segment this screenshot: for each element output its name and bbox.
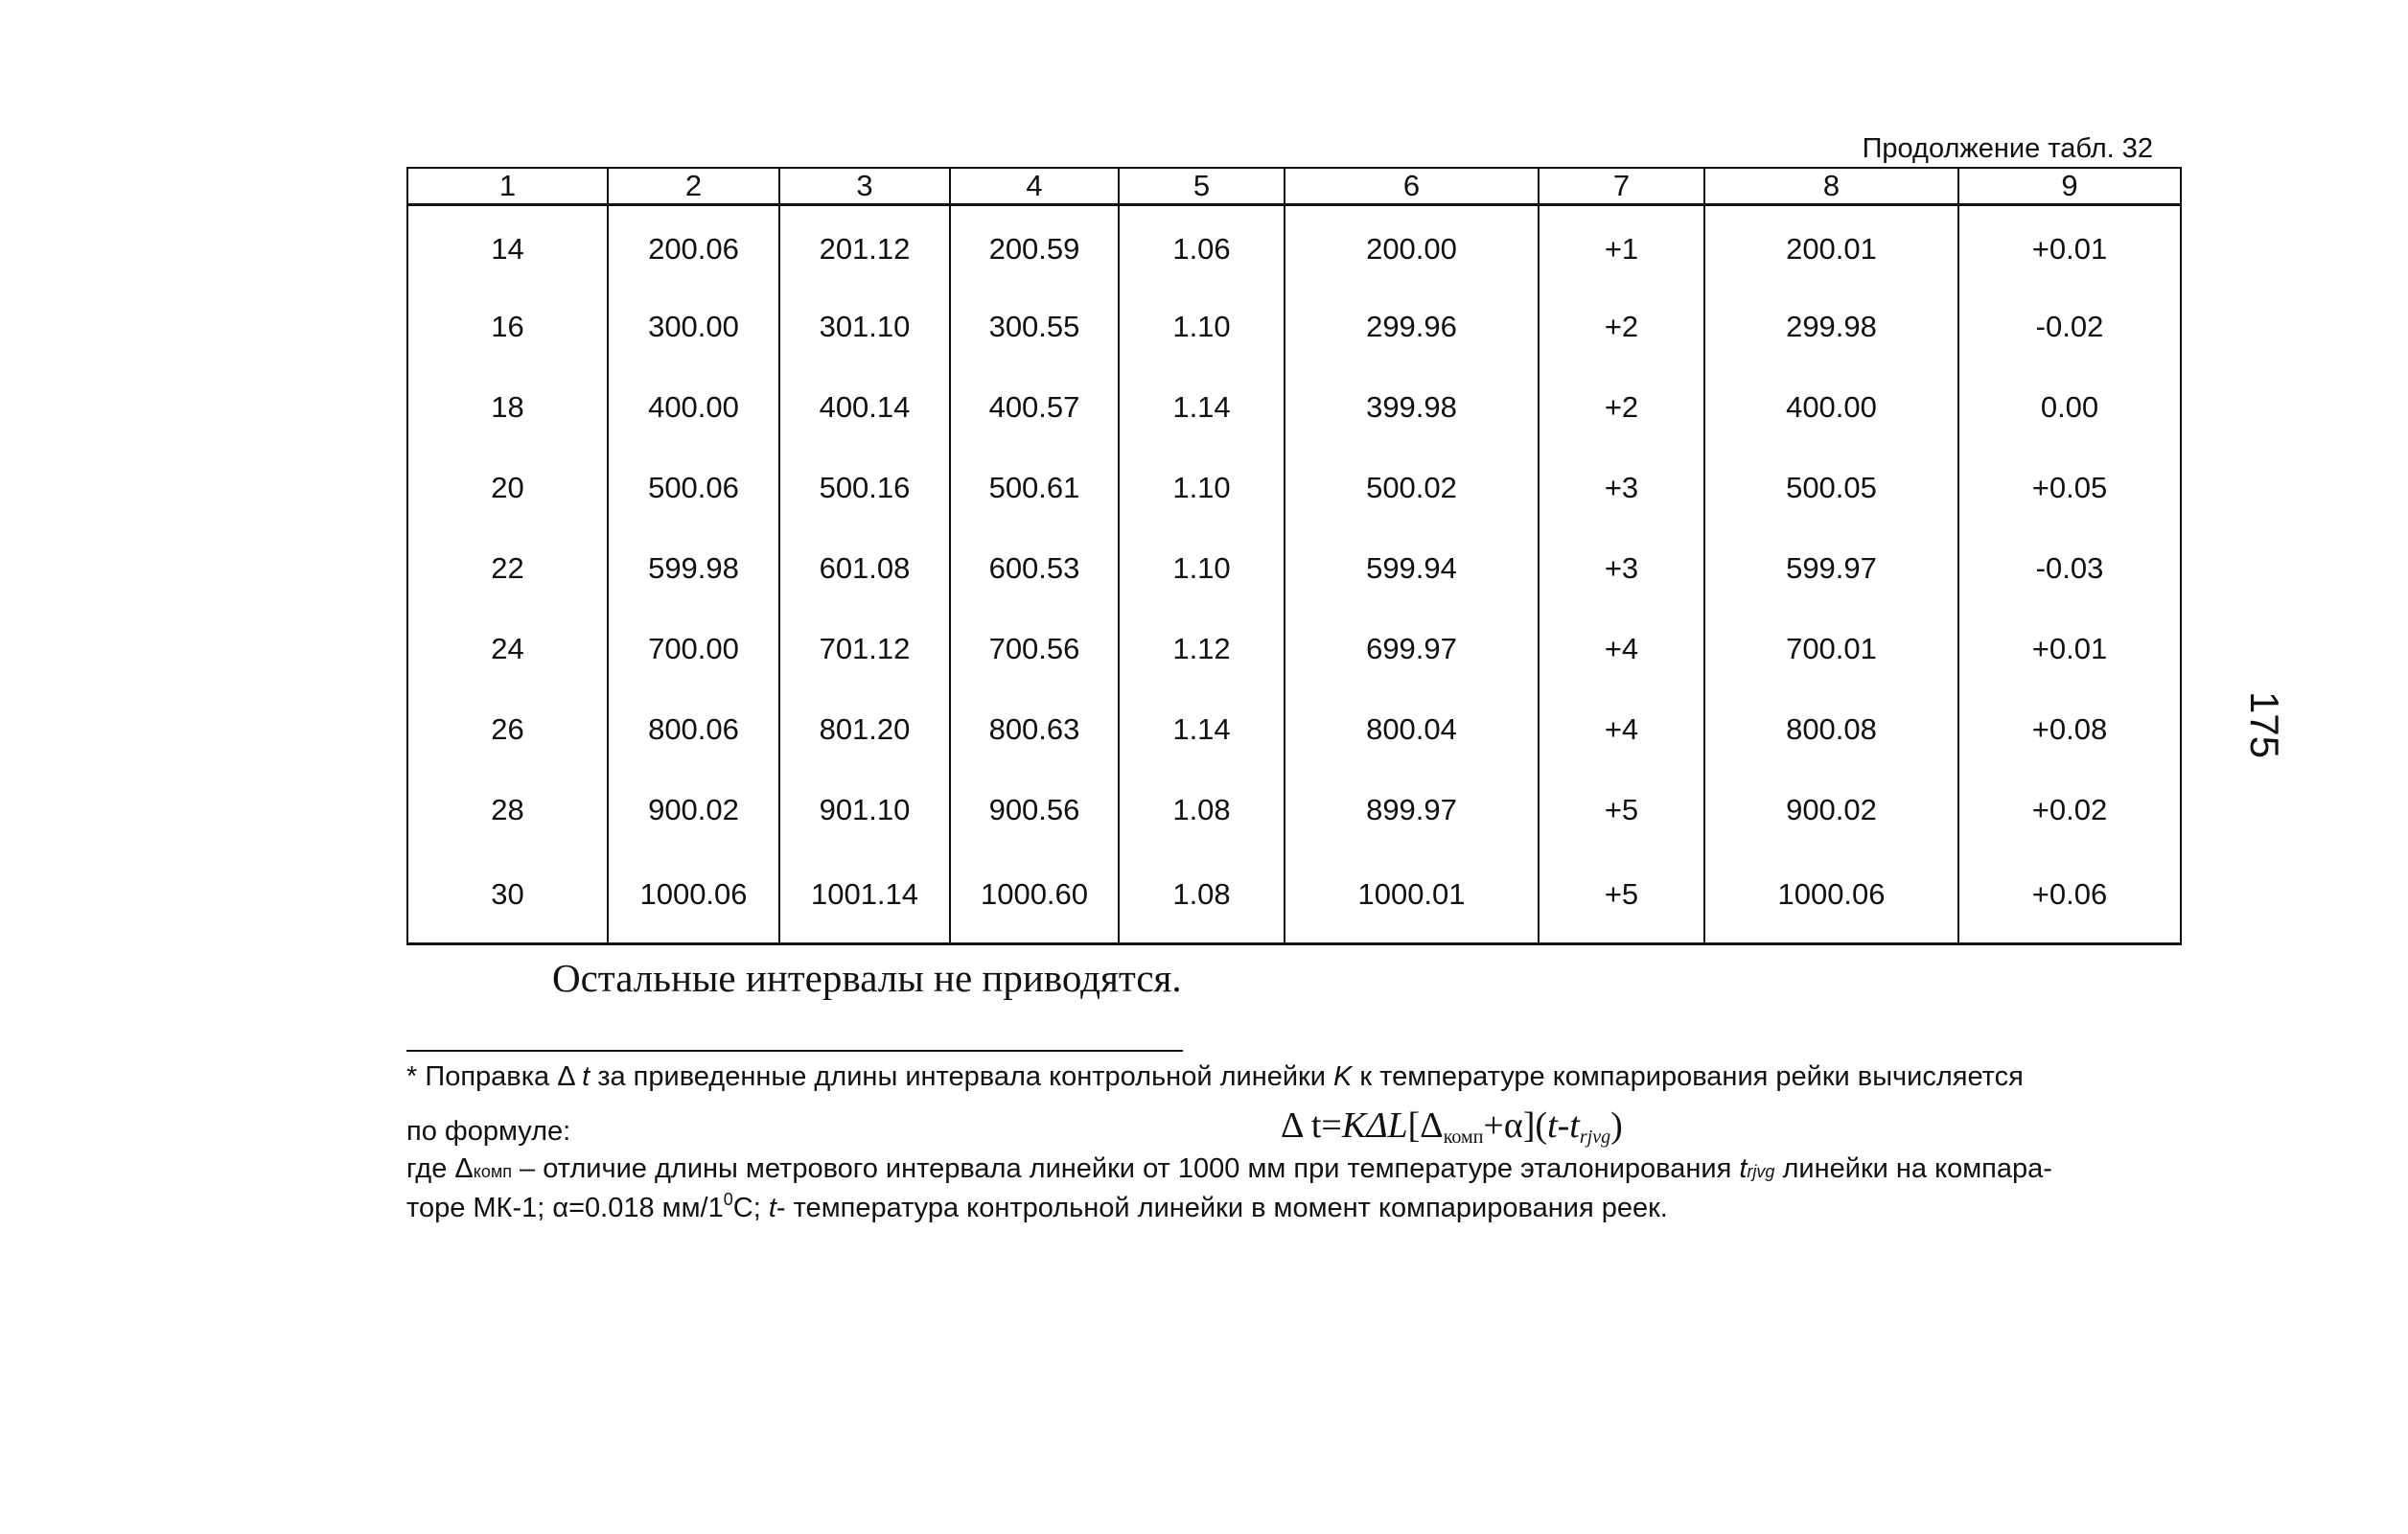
- table-cell: 700.56: [950, 609, 1119, 689]
- table-cell: +2: [1539, 367, 1704, 448]
- table-row: [407, 528, 2181, 609]
- table-cell: 500.06: [608, 448, 779, 528]
- footnote-separator: [406, 1050, 1183, 1052]
- table-cell: 22: [407, 528, 608, 609]
- table-cell: 301.10: [779, 287, 950, 367]
- table-cell: +0.08: [1958, 689, 2181, 770]
- formula-eq: =: [1321, 1105, 1342, 1146]
- column-header-9: 9: [1958, 168, 2181, 205]
- footnote-text: за приведенные длины интервала контрольной линейки: [597, 1061, 1326, 1092]
- table-cell: 1.08: [1119, 770, 1285, 850]
- formula-t-minus-t: t-t: [1547, 1105, 1580, 1146]
- degree-superscript: 0: [723, 1190, 733, 1209]
- table-cell: 700.01: [1704, 609, 1958, 689]
- table-cell: 599.98: [608, 528, 779, 609]
- column-header-5: 5: [1119, 168, 1285, 205]
- table-cell: 1.14: [1119, 689, 1285, 770]
- table-row: [407, 205, 2181, 288]
- footnote-line-4: [406, 1190, 1668, 1224]
- table-cell: +4: [1539, 609, 1704, 689]
- correction-formula: [1281, 1104, 1623, 1147]
- column-header-1: 1: [407, 168, 608, 205]
- table-cell: 201.12: [779, 205, 950, 288]
- table-cell: 1000.06: [1704, 850, 1958, 944]
- table-cell: 1.10: [1119, 448, 1285, 528]
- table-cell: 1.14: [1119, 367, 1285, 448]
- table-cell: 16: [407, 287, 608, 367]
- table-cell: 699.97: [1285, 609, 1539, 689]
- table-cell: +3: [1539, 528, 1704, 609]
- column-header-7: 7: [1539, 168, 1704, 205]
- table-cell: 1.06: [1119, 205, 1285, 288]
- table-cell: +0.01: [1958, 609, 2181, 689]
- formula-close: ): [1610, 1105, 1623, 1146]
- column-header-4: 4: [950, 168, 1119, 205]
- table-row: [407, 770, 2181, 850]
- data-table: [406, 167, 2182, 945]
- table-cell: 400.57: [950, 367, 1119, 448]
- table-cell: +2: [1539, 287, 1704, 367]
- table-cell: 500.16: [779, 448, 950, 528]
- table-cell: 801.20: [779, 689, 950, 770]
- formula-komp-subscript: комп: [1443, 1127, 1484, 1148]
- table-cell: -0.02: [1958, 287, 2181, 367]
- footnote-text: линейки на компара-: [1774, 1153, 2052, 1184]
- table-cell: 400.14: [779, 367, 950, 448]
- table-cell: 30: [407, 850, 608, 944]
- table-row: [407, 609, 2181, 689]
- table-cell: 800.08: [1704, 689, 1958, 770]
- t-subscript: rjvg: [1747, 1162, 1775, 1181]
- table-cell: +5: [1539, 770, 1704, 850]
- table-cell: +5: [1539, 850, 1704, 944]
- table-cell: 400.00: [608, 367, 779, 448]
- table-cell: +0.05: [1958, 448, 2181, 528]
- table-cell: 500.05: [1704, 448, 1958, 528]
- table-cell: 900.02: [1704, 770, 1958, 850]
- table-cell: 399.98: [1285, 367, 1539, 448]
- table-cell: 500.02: [1285, 448, 1539, 528]
- table-cell: 500.61: [950, 448, 1119, 528]
- table-cell: 1000.01: [1285, 850, 1539, 944]
- table-cell: 1.10: [1119, 528, 1285, 609]
- table-cell: +1: [1539, 205, 1704, 288]
- formula-bracket: [Δ: [1407, 1105, 1444, 1146]
- table-cell: 300.00: [608, 287, 779, 367]
- table-cell: 899.97: [1285, 770, 1539, 850]
- table-cell: 800.04: [1285, 689, 1539, 770]
- table-cell: 200.06: [608, 205, 779, 288]
- table-cell: 901.10: [779, 770, 950, 850]
- delta-symbol: Δ: [557, 1061, 574, 1092]
- table-cell: 26: [407, 689, 608, 770]
- footnote-line-1: [406, 1061, 2024, 1093]
- table-cell: +0.06: [1958, 850, 2181, 944]
- table-cell: 600.53: [950, 528, 1119, 609]
- table-cell: +4: [1539, 689, 1704, 770]
- footnote-star: *: [406, 1061, 418, 1092]
- footnote-text: – отличие длины метрового интервала линейки от 1000 мм при температуре эталонирования: [511, 1153, 1740, 1184]
- footnote-line-3: [406, 1153, 2052, 1185]
- formula-t-subscript: rjvg: [1579, 1127, 1611, 1148]
- table-row: [407, 448, 2181, 528]
- table-cell: +0.02: [1958, 770, 2181, 850]
- table-row: [407, 367, 2181, 448]
- table-cell: +3: [1539, 448, 1704, 528]
- table-cell: +0.01: [1958, 205, 2181, 288]
- table-row: [407, 689, 2181, 770]
- table-cell: 599.97: [1704, 528, 1958, 609]
- table-cell: 601.08: [779, 528, 950, 609]
- footnote-text: торе МК-1; α=0.018 мм/1: [406, 1193, 724, 1223]
- formula-plus-alpha: +α](: [1483, 1105, 1548, 1146]
- var-t: t: [1739, 1153, 1748, 1184]
- var-t: t: [768, 1193, 776, 1223]
- footnote-text: Поправка: [425, 1061, 550, 1092]
- table-cell: 299.98: [1704, 287, 1958, 367]
- table-cell: 800.63: [950, 689, 1119, 770]
- table-cell: 1.08: [1119, 850, 1285, 944]
- table-cell: 200.00: [1285, 205, 1539, 288]
- table-body: [407, 205, 2181, 944]
- table-cell: 20: [407, 448, 608, 528]
- footnote-text: С;: [732, 1193, 769, 1223]
- table-cell: 1.10: [1119, 287, 1285, 367]
- table-cell: 1000.60: [950, 850, 1119, 944]
- footnote-line-2: по формуле:: [406, 1116, 571, 1147]
- komp-subscript: комп: [473, 1162, 512, 1181]
- table-cell: 800.06: [608, 689, 779, 770]
- table-cell: 28: [407, 770, 608, 850]
- table-cell: 700.00: [608, 609, 779, 689]
- table-cell: 1001.14: [779, 850, 950, 944]
- column-header-8: 8: [1704, 168, 1958, 205]
- table-cell: 599.94: [1285, 528, 1539, 609]
- table-cell: 0.00: [1958, 367, 2181, 448]
- table-cell: -0.03: [1958, 528, 2181, 609]
- remaining-intervals-note: Остальные интервалы не приводятся.: [552, 956, 1182, 1000]
- table-cell: 299.96: [1285, 287, 1539, 367]
- table-row: [407, 850, 2181, 944]
- footnote-text: - температура контрольной линейки в момент компарирования реек.: [776, 1193, 1668, 1223]
- table-cell: 701.12: [779, 609, 950, 689]
- table-cell: 900.02: [608, 770, 779, 850]
- var-t: t: [582, 1061, 590, 1092]
- footnote-text: к температуре компарирования рейки вычисляется: [1359, 1061, 2024, 1092]
- var-k: K: [1333, 1061, 1353, 1092]
- table-header-row: [407, 168, 2181, 205]
- footnote-text: где Δ: [406, 1153, 474, 1184]
- column-header-3: 3: [779, 168, 950, 205]
- column-header-6: 6: [1285, 168, 1539, 205]
- formula-delta-t: Δ t: [1281, 1105, 1322, 1146]
- table-row: [407, 287, 2181, 367]
- table-continuation-caption: Продолжение табл. 32: [1862, 133, 2153, 164]
- table-cell: 18: [407, 367, 608, 448]
- table-cell: 900.56: [950, 770, 1119, 850]
- table-cell: 200.01: [1704, 205, 1958, 288]
- table-cell: 300.55: [950, 287, 1119, 367]
- table-cell: 1000.06: [608, 850, 779, 944]
- table-cell: 14: [407, 205, 608, 288]
- table-cell: 24: [407, 609, 608, 689]
- table-cell: 200.59: [950, 205, 1119, 288]
- column-header-2: 2: [608, 168, 779, 205]
- formula-k-delta-l: KΔL: [1341, 1105, 1408, 1146]
- table-cell: 1.12: [1119, 609, 1285, 689]
- page-number: 175: [2242, 690, 2287, 759]
- table-cell: 400.00: [1704, 367, 1958, 448]
